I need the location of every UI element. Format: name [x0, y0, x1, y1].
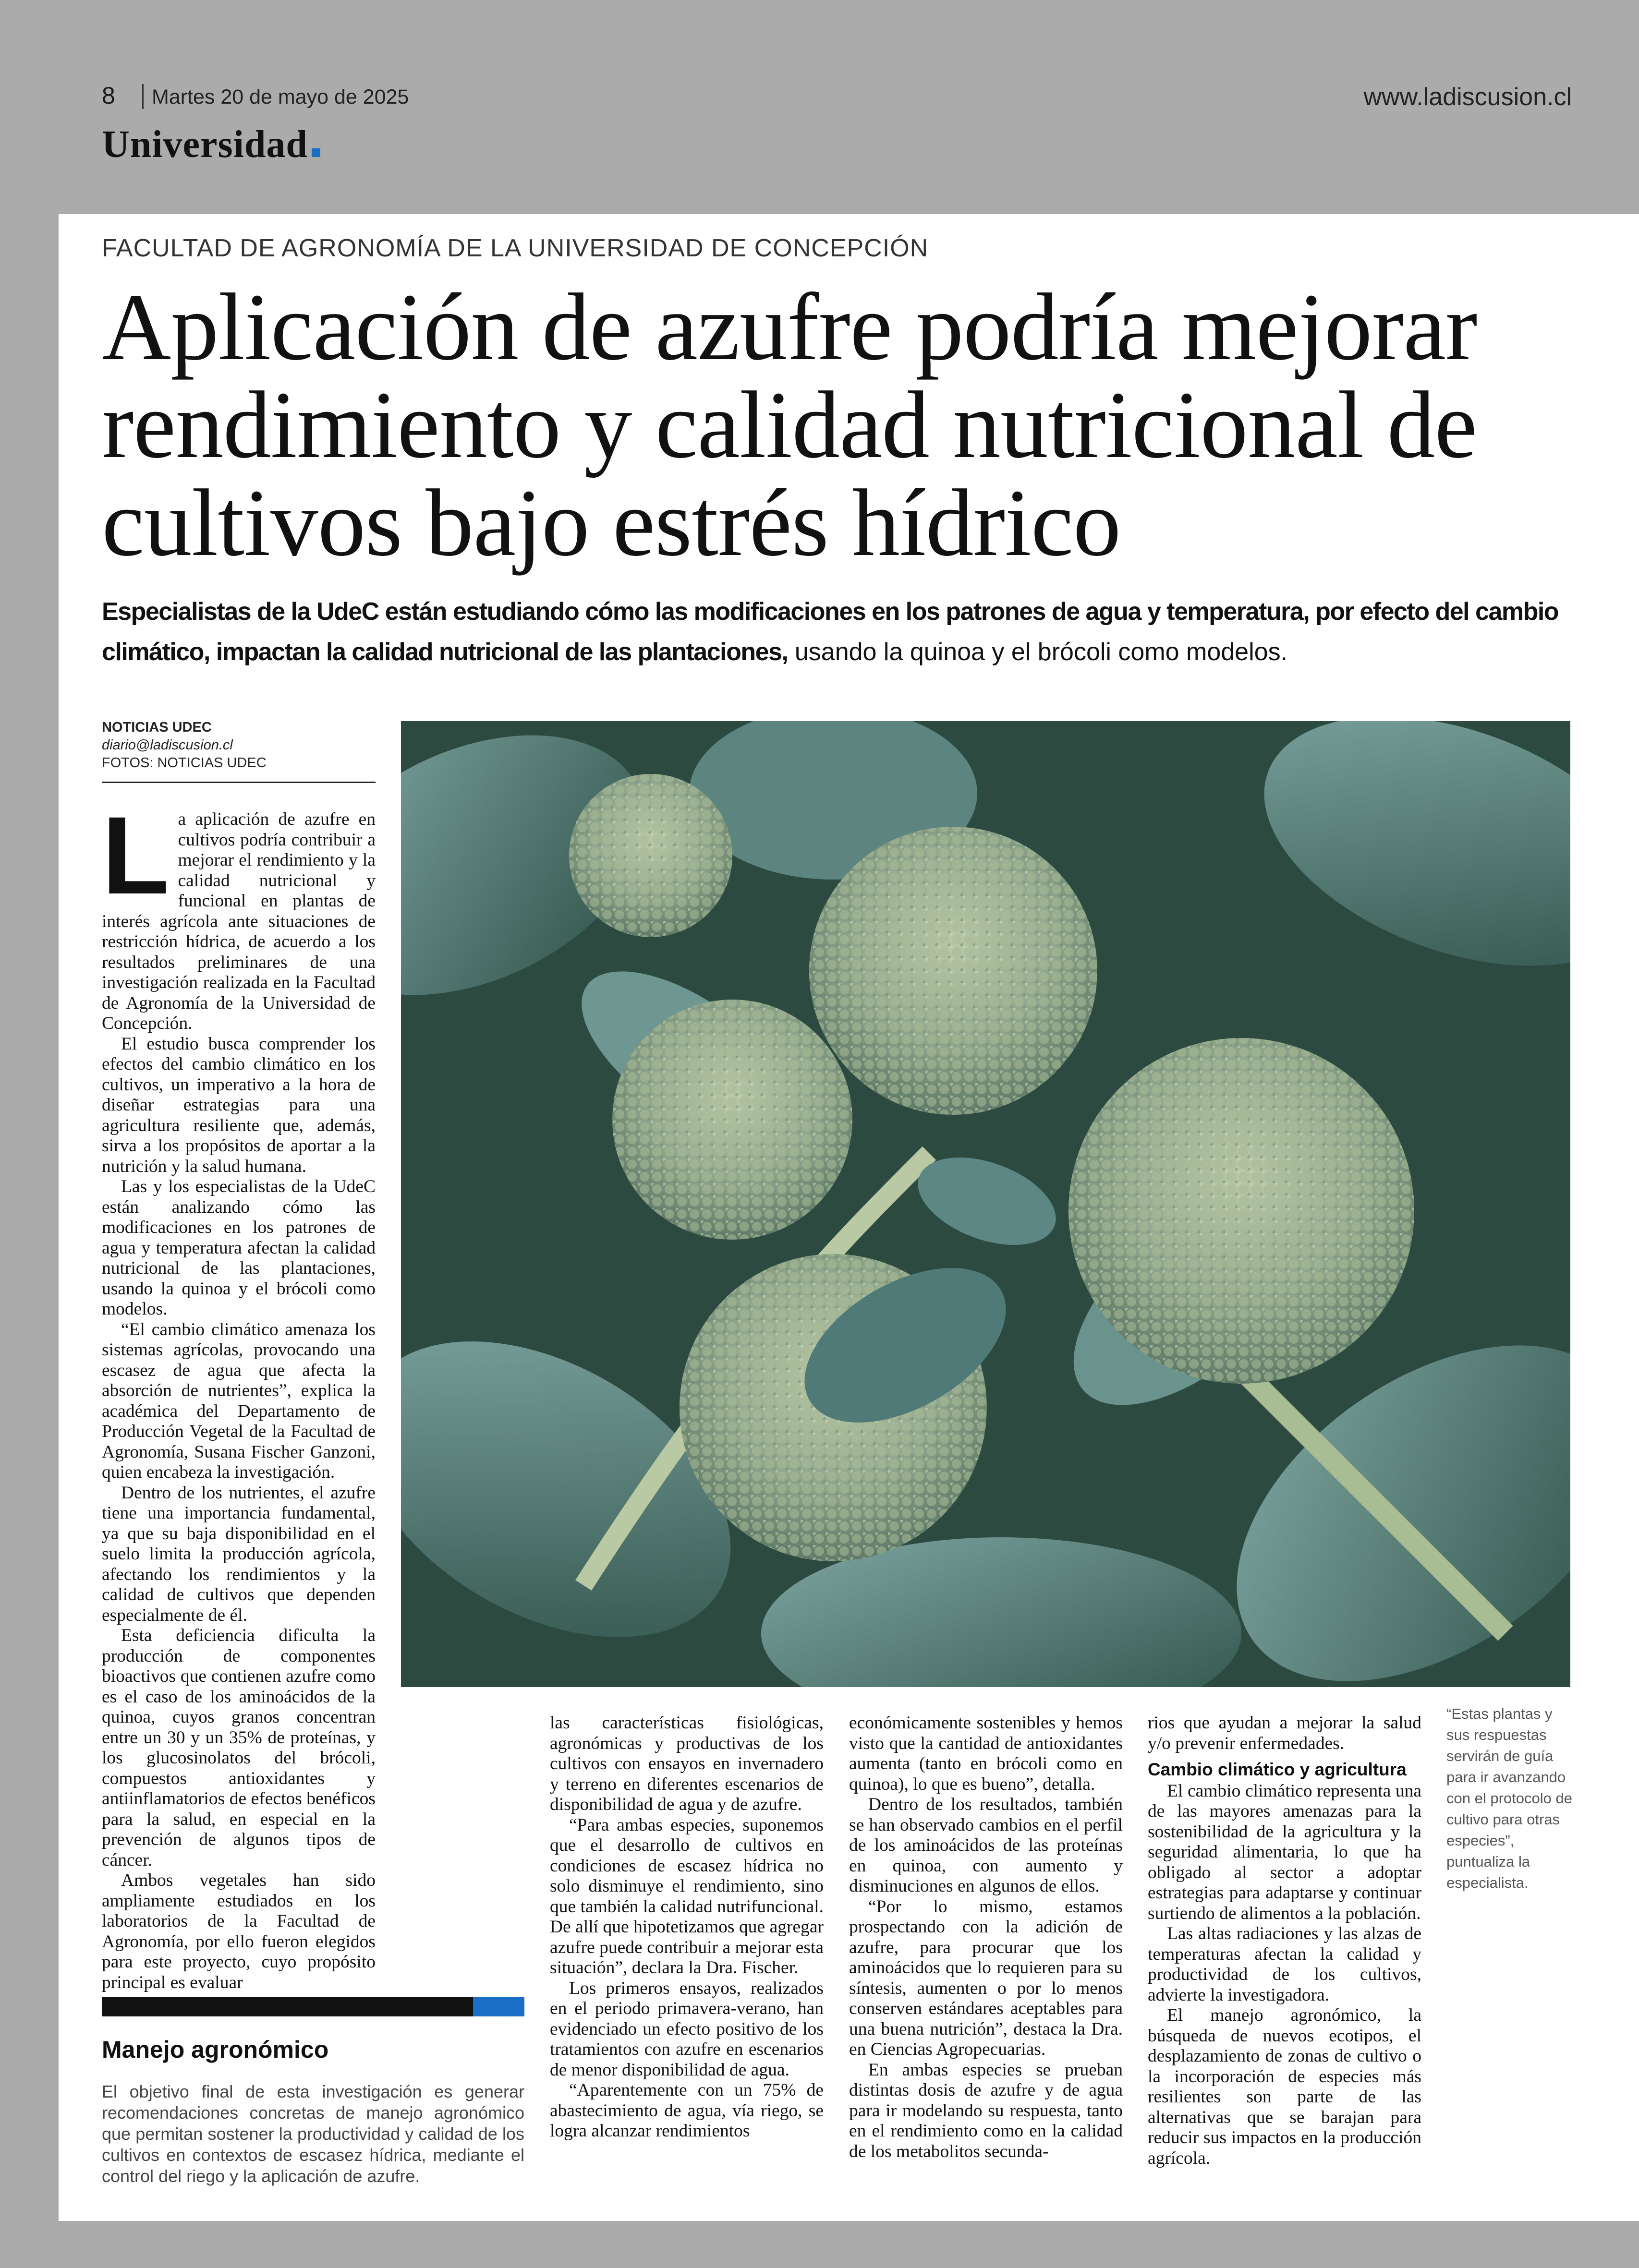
subhead-cambio-climatico: Cambio climático y agricultura	[1148, 1760, 1407, 1779]
box-text: El objetivo final de esta investigación es generar recomendaciones concretas de manejo agronómico que permitan sostener la productividad y calidad de los cultivos en contextos de escasez hídrica, mediante el control del riego y la aplicación de azufre.	[102, 2082, 524, 2186]
byline	[102, 719, 376, 772]
byline-divider	[102, 782, 376, 783]
page-number: 8	[102, 82, 115, 109]
paragraph: “Aparentemente con un 75% de abastecimiento de agua, vía riego, se logra alcanzar rendimientos	[550, 2080, 824, 2141]
article-headline: Aplicación de azufre podría mejorar rendimiento y calidad nutricional de cultivos bajo estrés hídrico	[102, 274, 1477, 576]
paragraph: “Para ambas especies, suponemos que el desarrollo de cultivos en condiciones de escasez hídrica no solo disminuye el rendimiento, sino que también la calidad nutrifuncional. De allí que hipotetizamos que agregar azufre puede contribuir a mejorar esta situación”, declara la Dra. Fischer.	[550, 1815, 824, 1978]
paragraph: El manejo agronómico, la búsqueda de nuevos ecotipos, el desplazamiento de zonas de cultivo o la incorporación de especies más resilientes son parte de las alternativas que se barajan para reducir sus impactos en la producción agrícola.	[1148, 2005, 1421, 2168]
paragraph: “Por lo mismo, estamos prospectando con la adición de azufre, para procurar que los aminoácidos que lo requieren para su síntesis, aumenten o por lo menos conserven estándares aceptables para una buena nutrición”, destaca la Dra. en Ciencias Agropecuarias.	[849, 1896, 1123, 2059]
broccoli-photo	[401, 721, 1570, 1687]
article-column-4	[1148, 1713, 1421, 2169]
paragraph: las características fisiológicas, agronómicas y productivas de los cultivos con ensayos en invernadero y terreno en diferentes escenarios de disponibilidad de agua y de azufre.	[550, 1713, 824, 1814]
article-column-2	[550, 1713, 824, 2142]
website-link[interactable]: www.ladiscusion.cl	[1363, 83, 1572, 111]
paragraph: Ambos vegetales han sido ampliamente estudiados en los laboratorios de la Facultad de Agronomía, por ello fueron elegidos para este proyecto, cuyo propósito principal es evaluar	[102, 1870, 376, 1992]
section-title	[102, 123, 320, 167]
article-column-1	[102, 794, 376, 1993]
page-header	[0, 0, 1639, 214]
byline-email[interactable]: diario@ladiscusion.cl	[102, 737, 233, 753]
section-label: Universidad	[102, 123, 308, 166]
paragraph: Las altas radiaciones y las alzas de temperaturas afectan la calidad y productividad de los cultivos, advierte la investigadora.	[1148, 1924, 1421, 2005]
paragraph: Las y los especialistas de la UdeC están analizando cómo las modificaciones en los patrones de agua y temperatura afectan la calidad nutricional de las plantaciones, usando la quinoa y el brócoli como modelos.	[102, 1177, 376, 1319]
paragraph: Dentro de los nutrientes, el azufre tiene una importancia fundamental, ya que su baja disponibilidad en el suelo limita la producción agrícola, afectando los rendimientos y la calidad de cultivos que dependen especialmente de él.	[102, 1483, 376, 1625]
section-dot	[312, 148, 320, 157]
box-accent-bar	[473, 1997, 524, 2016]
paragraph: Esta deficiencia dificulta la producción de componentes bioactivos que contienen azufre como es el caso de los aminoácidos de la quinoa, cuyos granos concentran entre un 30 y un 35% de proteínas, y los glucosinolatos del brócoli, compuestos antioxidantes y antiinflamatorios de efectos benéficos para la salud, en especial en la prevención de algunos tipos de cáncer.	[102, 1626, 376, 1870]
paragraph: económicamente sostenibles y hemos visto que la cantidad de antioxidantes aumenta (tanto en brócoli como en quinoa), lo que es bueno”, detalla.	[849, 1713, 1123, 1794]
deck-bold: Especialistas de la UdeC están estudiando cómo las modificaciones en los patrones de agua y temperatura, por efecto del cambio climático, impactan la calidad nutricional de las plantaciones,	[102, 598, 1559, 666]
box-top-bar	[102, 1997, 524, 2016]
paragraph: Dentro de los resultados, también se han observado cambios en el perfil de los aminoácidos de las proteínas en quinoa, con aumento y disminuciones en algunos de ellos.	[849, 1795, 1123, 1896]
drop-cap: L	[102, 794, 170, 917]
header-divider	[142, 84, 144, 109]
paragraph: En ambas especies se prueban distintas dosis de azufre y de agua para ir modelando su respuesta, tanto en el rendimiento como en la calidad de los metabolitos secunda-	[849, 2060, 1123, 2161]
paragraph: Los primeros ensayos, realizados en el periodo primavera-verano, han evidenciado un efecto positivo de los tratamientos con azufre en escenarios de menor disponibilidad de agua.	[550, 1978, 824, 2080]
article-column-3	[849, 1713, 1123, 2162]
pull-quote: “Estas plantas y sus respuestas servirán de guía para ir avanzando con el protocolo de cultivo para otras especies”, puntualiza la especialista.	[1446, 1705, 1572, 1891]
box-title: Manejo agronómico	[102, 2036, 329, 2063]
paragraph: El estudio busca comprender los efectos del cambio climático en los cultivos, un imperativo a la hora de diseñar estrategias para una agricultura resiliente que, además, sirva a los propósitos de aportar a la nutrición y la salud humana.	[102, 1034, 376, 1176]
broccoli-illustration	[401, 721, 1570, 1687]
paragraph: “El cambio climático amenaza los sistemas agrícolas, provocando una escasez de agua que afecta la absorción de nutrientes”, explica la académica del Departamento de Producción Vegetal de la Facultad de Agronomía, Susana Fischer Ganzoni, quien encabeza la investigación.	[102, 1319, 376, 1482]
paragraph: rios que ayudan a mejorar la salud y/o prevenir enfermedades.	[1148, 1713, 1421, 1753]
deck-regular: usando la quinoa y el brócoli como modelos.	[788, 638, 1288, 666]
byline-photos: FOTOS: NOTICIAS UDEC	[102, 755, 267, 771]
article-kicker: FACULTAD DE AGRONOMÍA DE LA UNIVERSIDAD DE CONCEPCIÓN	[102, 234, 929, 262]
paragraph: El cambio climático representa una de las mayores amenazas para la sostenibilidad de la agricultura y la seguridad alimentaria, lo que ha obligado al sector a adoptar estrategias para adaptarse y continuar surtiendo de alimentos a la población.	[1148, 1781, 1421, 1923]
byline-author: NOTICIAS UDEC	[102, 720, 212, 735]
paragraph: a aplicación de azufre en cultivos podría contribuir a mejorar el rendimiento y la calidad nutricional y funcional en plantas de interés agrícola ante situaciones de restricción hídrica, de acuerdo a los resultados preliminares de una investigación realizada en la Facultad de Agronomía de la Universidad de Concepción.	[102, 809, 376, 1033]
publication-date: Martes 20 de mayo de 2025	[152, 85, 409, 109]
article-deck	[102, 591, 1605, 672]
